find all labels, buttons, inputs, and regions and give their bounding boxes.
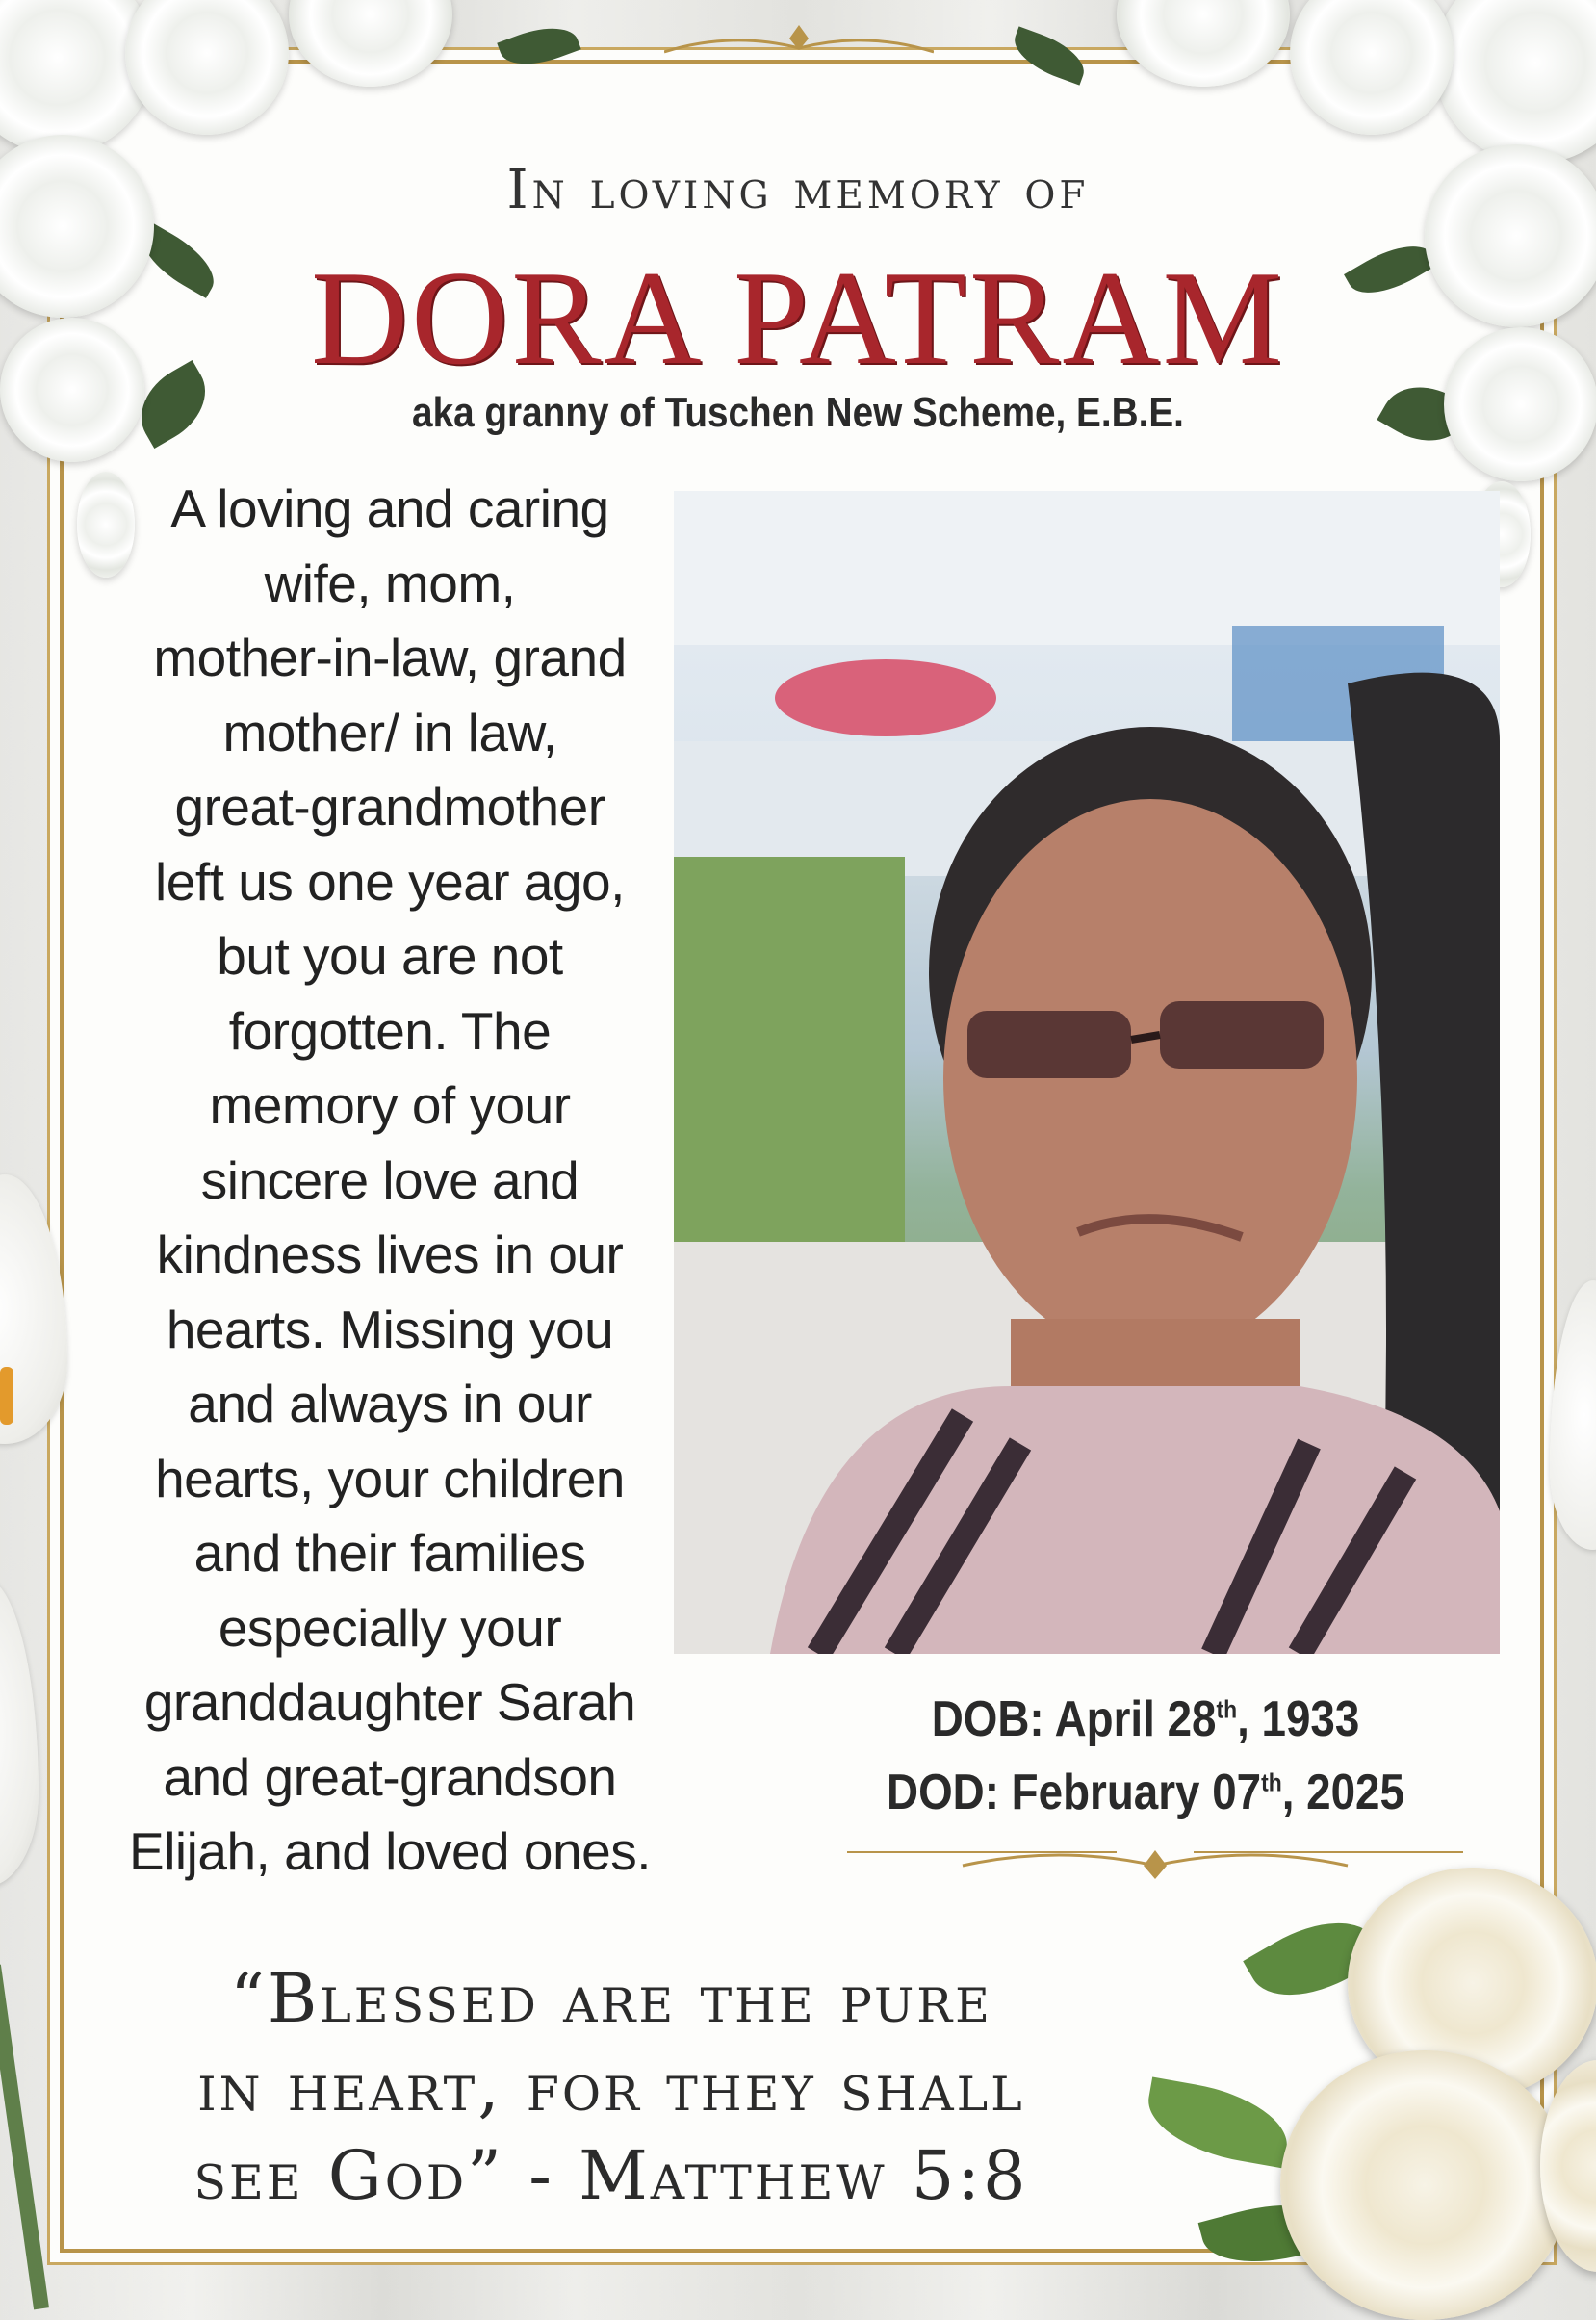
tribute-line: memory of your: [209, 1075, 571, 1135]
date-of-birth: [883, 1690, 1408, 1748]
dob-suffix: th: [1216, 1694, 1238, 1724]
bible-verse: [91, 1954, 1131, 2220]
date-of-death: [883, 1764, 1408, 1821]
top-ornament-icon: [664, 21, 934, 60]
tribute-line: mother/ in law,: [222, 702, 557, 762]
tribute-line: wife, mom,: [264, 553, 516, 613]
tribute-line: and always in our: [188, 1374, 592, 1433]
tribute-line: left us one year ago,: [155, 851, 625, 912]
tribute-line: and great-grandson: [163, 1746, 617, 1807]
dob-text: DOB: April 28: [931, 1691, 1217, 1747]
tribute-line: especially your: [218, 1597, 562, 1658]
intro-heading: In loving memory of: [506, 159, 1090, 221]
tribute-line: A loving and caring: [170, 478, 609, 538]
tribute-line: hearts. Missing you: [166, 1299, 614, 1359]
tribute-line: hearts, your children: [155, 1448, 625, 1508]
verse-line: “Blessed are the pure: [230, 1959, 992, 2038]
tribute-line: forgotten. The: [228, 1000, 552, 1061]
dod-year: , 2025: [1281, 1765, 1404, 1820]
tribute-text: [111, 472, 669, 1890]
tribute-line: Elijah, and loved ones.: [129, 1821, 651, 1881]
gold-divider-icon: [847, 1837, 1463, 1885]
portrait-illustration-icon: [674, 491, 1500, 1654]
tribute-line: but you are not: [217, 926, 563, 986]
tribute-line: sincere love and: [200, 1149, 579, 1210]
verse-line: in heart, for they shall: [197, 2048, 1025, 2127]
tribute-line: mother-in-law, grand: [153, 628, 627, 687]
portrait-photo: [674, 491, 1500, 1654]
dod-suffix: th: [1261, 1767, 1282, 1797]
right-lily-icon: [1550, 1280, 1596, 1550]
aka-subtitle: aka granny of Tuschen New Scheme, E.B.E.: [412, 389, 1184, 436]
tribute-line: granddaughter Sarah: [143, 1672, 636, 1732]
dod-text: DOD: February 07: [887, 1765, 1262, 1820]
verse-line: see God” - Matthew 5:8: [193, 2136, 1029, 2215]
tribute-line: and their families: [193, 1523, 586, 1583]
tribute-line: kindness lives in our: [156, 1224, 624, 1284]
dob-year: , 1933: [1237, 1691, 1360, 1747]
deceased-name: DORA PATRAM: [310, 244, 1286, 393]
tribute-line: great-grandmother: [174, 777, 605, 837]
